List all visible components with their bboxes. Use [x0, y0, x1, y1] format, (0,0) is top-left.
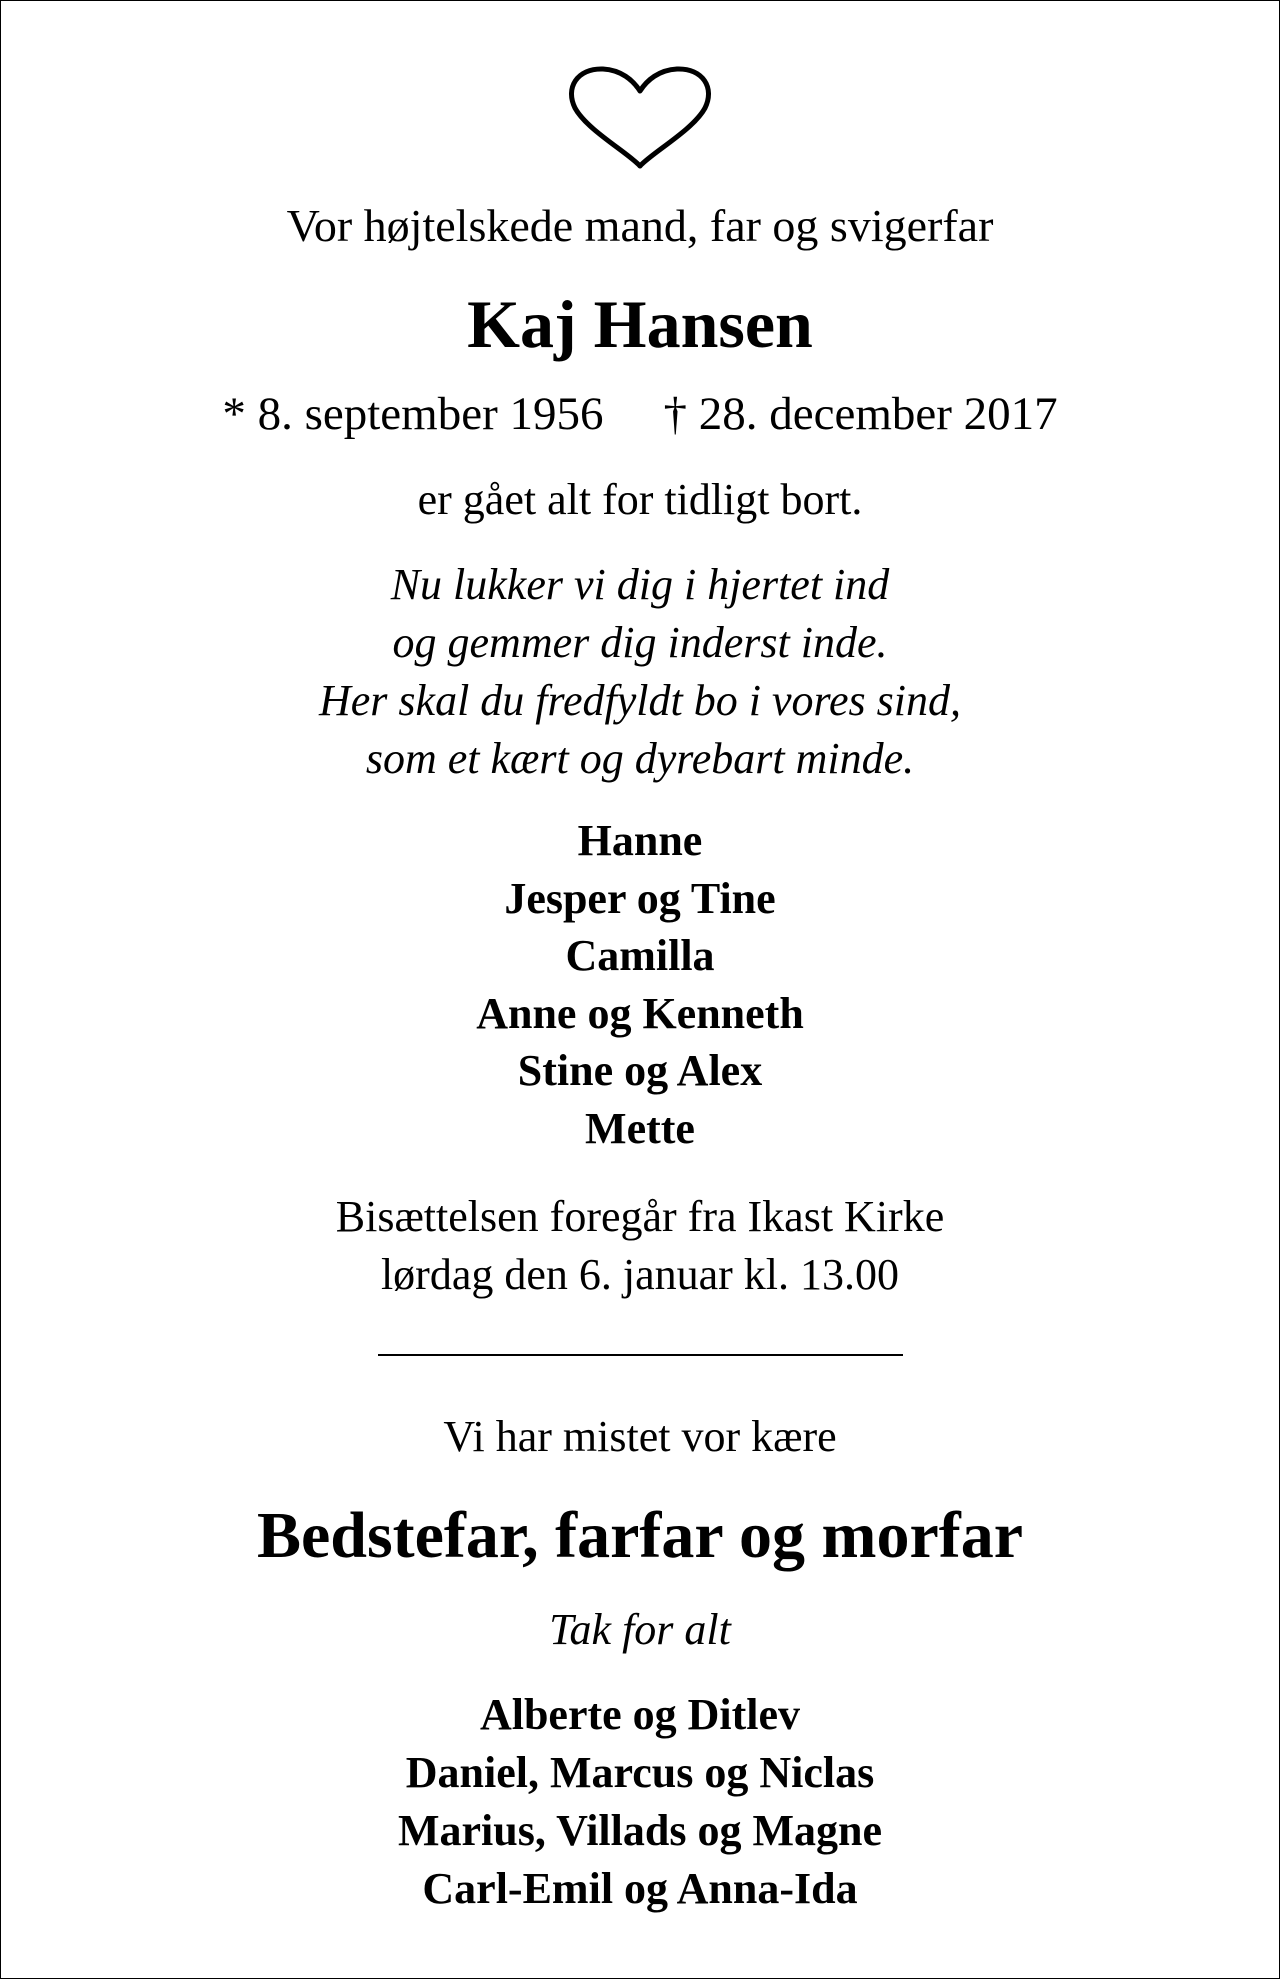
grandchild-names: Carl-Emil og Anna-Ida — [422, 1864, 858, 1913]
death-date: † 28. december 2017 — [663, 388, 1058, 440]
poem-line: som et kært og dyrebart minde. — [365, 734, 915, 783]
grandchildren-signatures — [0, 1686, 1280, 1918]
poem-line: og gemmer dig inderst inde. — [392, 618, 888, 667]
divider — [378, 1354, 903, 1356]
passed-text: er gået alt for tidligt bort. — [417, 475, 863, 524]
grandchild-names: Alberte og Ditlev — [479, 1690, 801, 1739]
life-dates — [0, 386, 1280, 442]
grandchildren-intro: Vi har mistet vor kære — [443, 1412, 837, 1461]
funeral-info — [0, 1188, 1280, 1304]
family-member: Hanne — [577, 816, 703, 865]
grandchild-names: Daniel, Marcus og Niclas — [405, 1748, 875, 1797]
intro-text: Vor højtelskede mand, far og svigerfar — [286, 200, 994, 251]
poem — [0, 556, 1280, 788]
birth-date: * 8. september 1956 — [222, 388, 604, 440]
funeral-line: Bisættelsen foregår fra Ikast Kirke — [335, 1192, 945, 1241]
family-member: Anne og Kenneth — [476, 988, 804, 1038]
thanks-text: Tak for alt — [549, 1605, 731, 1654]
poem-line: Nu lukker vi dig i hjertet ind — [390, 560, 890, 609]
family-member: Stine og Alex — [517, 1046, 763, 1095]
deceased-name: Kaj Hansen — [467, 286, 813, 362]
family-signatures — [0, 812, 1280, 1157]
family-member: Jesper og Tine — [504, 873, 776, 923]
grandchildren-title: Bedstefar, farfar og morfar — [256, 1499, 1024, 1572]
family-member: Mette — [585, 1103, 695, 1153]
heart-icon — [567, 64, 713, 170]
family-member: Camilla — [565, 931, 715, 980]
poem-line: Her skal du fredfyldt bo i vores sind, — [319, 676, 961, 725]
grandchild-names: Marius, Villads og Magne — [397, 1806, 883, 1855]
funeral-line: lørdag den 6. januar kl. 13.00 — [380, 1250, 900, 1299]
